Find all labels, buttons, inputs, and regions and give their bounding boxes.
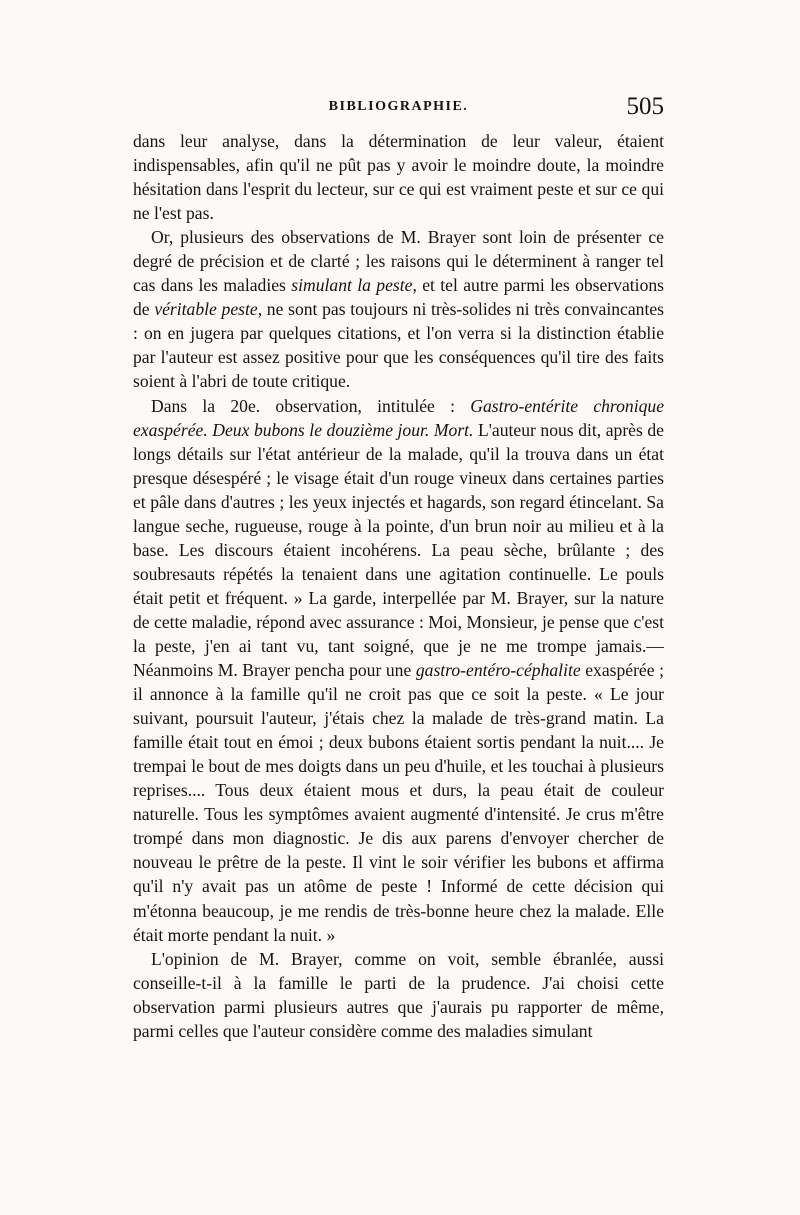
page-number: 505 <box>626 93 664 120</box>
text-run: L'auteur nous dit, après de longs détails sur l'état antérieur de la malade, qu'il la trouva dans un état presque désespéré ; le visage était d'un rouge vineux dans certaines parties et pâle dans d'autres ; les yeux injectés et hagards, son regard étincelant. Sa langue seche, rugueuse, rouge à la pointe, d'un brun noir au milieu et à la base. Les discours étaient incohérens. La peau sèche, brûlante ; des soubresauts répétés la tenaient dans une agitation continuelle. Le pouls était petit et fréquent. » La garde, interpellée par M. Brayer, sur la nature de cette maladie, répond avec assurance : Moi, Monsieur, je pense que c'est la peste, j'en ai tant vu, tant soigné, que je ne me trompe jamais.—Néanmoins M. Brayer pencha pour une <box>133 419 664 681</box>
paragraph <box>133 947 664 1043</box>
italic-text: Gastro-entérite chronique exaspérée. Deux bubons le douzième jour. Mort. <box>133 395 664 440</box>
text-run: dans leur analyse, dans la détermination de leur valeur, étaient indispensables, afin qu'il ne pût pas y avoir le moindre doute, la moindre hésitation dans l'esprit du lecteur, sur ce qui est vraiment peste et sur ce qui ne l'est pas. <box>133 131 664 224</box>
text-run: , ne sont pas toujours ni très-solides ni très convaincantes : on en jugera par quelques citations, et l'on verra si la distinction établie par l'auteur est assez positive pour que les conséquences qu'il tire des faits soient à l'abri de toute critique. <box>133 299 664 392</box>
text-run: , et tel autre parmi les observations de <box>133 275 665 320</box>
text-run: exaspérée ; il annonce à la famille qu'il ne croit pas que ce soit la peste. « Le jour suivant, poursuit l'auteur, j'étais chez la malade de très-grand matin. La famille était tout en émoi ; deux bubons étaient sortis pendant la nuit.... Je trempai le bout de mes doigts dans un peu d'huile, et les touchai à plusieurs reprises.... Tous deux étaient mous et durs, la peau était de couleur naturelle. Tous les symptômes avaient augmenté d'intensité. Je crus m'être trompé dans mon diagnostic. Je dis aux parens d'envoyer chercher de nouveau le prêtre de la peste. Il vint le soir vérifier les bubons et affirma qu'il n'y avait pas un atôme de peste ! Informé de cette décision qui m'étonna beaucoup, je me rendis de très-bonne heure chez la malade. Elle était morte pendant la nuit. » <box>133 660 664 945</box>
text-run: Dans la 20e. observation, intitulée : <box>151 395 471 416</box>
text-run: L'opinion de M. Brayer, comme on voit, semble ébranlée, aussi conseille-t-il à la famille le parti de la prudence. J'ai choisi cette observation parmi plusieurs autres que j'aurais pu rapporter de même, parmi celles que l'auteur considère comme des maladies simulant <box>133 948 664 1041</box>
italic-text: simulant la peste <box>291 275 413 296</box>
page-header <box>133 93 664 123</box>
italic-text: gastro-entéro-céphalite <box>415 660 581 681</box>
text-run: Or, plusieurs des observations de M. Brayer sont loin de présenter ce degré de précision et de clarté ; les raisons qui le déterminent à ranger tel cas dans les maladies <box>133 227 664 296</box>
italic-text: véritable peste <box>154 299 258 320</box>
page-body <box>133 129 664 1043</box>
paragraph <box>133 225 664 393</box>
running-head: BIBLIOGRAPHIE. <box>328 99 469 114</box>
paragraph <box>133 394 664 947</box>
paragraph <box>133 129 664 225</box>
